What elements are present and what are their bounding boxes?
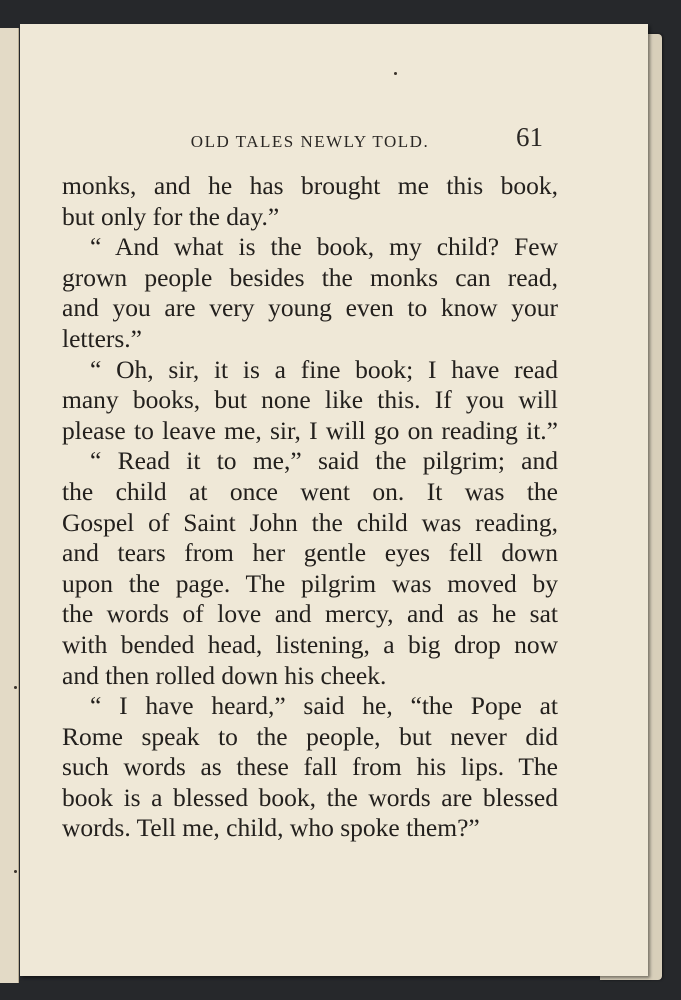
text-line: and then rolled down his cheek.: [62, 660, 387, 690]
running-head: OLD TALES NEWLY TOLD.: [190, 132, 430, 151]
ink-speck: [14, 870, 17, 873]
text-line: such words as these fall from his lips. The: [62, 752, 558, 782]
text-line: book is a blessed book, the words are blessed: [62, 782, 558, 812]
text-line: many books, but none like this. If you will: [62, 385, 558, 415]
text-line: “ I have heard,” said he, “the Pope at: [90, 691, 558, 721]
text-line: and tears from her gentle eyes fell down: [62, 538, 558, 568]
text-line: words. Tell me, child, who spoke them?”: [62, 813, 480, 843]
text-line: “ Read it to me,” said the pilgrim; and: [90, 446, 558, 476]
ink-speck: [394, 72, 397, 75]
text-line: grown people besides the monks can read,: [62, 262, 558, 292]
ink-speck: [14, 686, 17, 689]
page-number: 61: [516, 122, 543, 152]
text-line: please to leave me, sir, I will go on reading it.”: [62, 415, 558, 445]
text-line: monks, and he has brought me this book,: [62, 171, 558, 200]
text-line: “ Oh, sir, it is a fine book; I have read: [90, 354, 558, 384]
text-line: the child at once went on. It was the: [62, 476, 558, 506]
text-line: but only for the day.”: [62, 201, 280, 231]
text-line: the words of love and mercy, and as he sat: [62, 599, 558, 629]
text-line: with bended head, listening, a big drop now: [62, 629, 558, 659]
body-text: [62, 171, 558, 844]
book-page: [20, 24, 648, 976]
text-line: and you are very young even to know your: [62, 293, 558, 323]
text-line: Gospel of Saint John the child was reading,: [62, 507, 558, 537]
text-line: Rome speak to the people, but never did: [62, 721, 558, 751]
text-line: “ And what is the book, my child? Few: [90, 232, 558, 262]
text-line: letters.”: [62, 323, 142, 353]
text-line: upon the page. The pilgrim was moved by: [62, 568, 558, 598]
facing-page-edge: [0, 28, 19, 983]
